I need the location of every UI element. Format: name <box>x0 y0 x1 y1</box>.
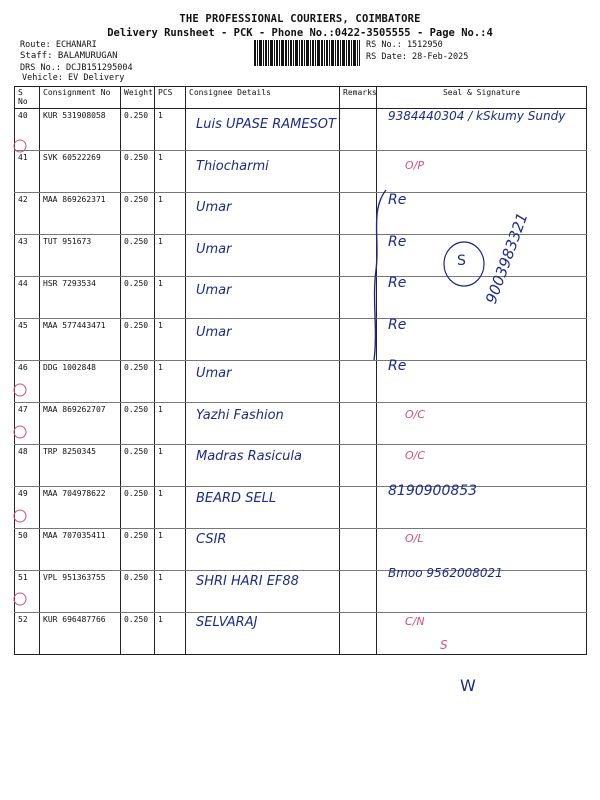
cell-consignment: VPL 951363755 <box>40 571 121 613</box>
cell-weight: 0.250 <box>121 571 155 613</box>
cell-consignment: HSR 7293534 <box>40 277 121 319</box>
handwritten-consignee: Umar <box>196 200 232 215</box>
handwritten-consignee: Yazhi Fashion <box>196 407 284 423</box>
drs-label: DRS No.: DCJB151295004 <box>20 63 133 73</box>
table-row <box>15 319 587 361</box>
handwritten-consignee: SHRI HARI EF88 <box>196 573 299 589</box>
cell-pcs: 1 <box>155 109 186 151</box>
cell-sno: 50 <box>15 529 40 571</box>
cell-weight: 0.250 <box>121 403 155 445</box>
handwritten-consignee: BEARD SELL <box>196 490 277 506</box>
cell-sno: 47 <box>15 403 40 445</box>
cell-remarks <box>340 277 377 319</box>
cell-signature <box>377 235 587 277</box>
handwritten-signature: Re <box>388 358 407 374</box>
vertical-phone-number: 9003983321 <box>482 210 532 307</box>
handwritten-signature: Re <box>388 316 407 333</box>
cell-pcs: 1 <box>155 319 186 361</box>
cell-sno: 42 <box>15 193 40 235</box>
handwritten-signature: Re <box>388 192 407 208</box>
cell-consignment: KUR 531908058 <box>40 109 121 151</box>
col-sno: S No <box>15 87 40 109</box>
handwritten-consignee: SELVARAJ <box>196 615 258 630</box>
cell-pcs: 1 <box>155 403 186 445</box>
cell-sno: 48 <box>15 445 40 487</box>
cell-remarks <box>340 445 377 487</box>
handwritten-consignee: Luis UPASE RAMESOT <box>196 117 336 132</box>
cell-remarks <box>340 571 377 613</box>
rs-number: RS No.: 1512950 <box>366 40 443 50</box>
cell-consignment: TUT 951673 <box>40 235 121 277</box>
cell-remarks <box>340 361 377 403</box>
cell-remarks <box>340 109 377 151</box>
vehicle-label: Vehicle: EV Delivery <box>22 73 125 83</box>
cell-pcs: 1 <box>155 235 186 277</box>
cell-consignment: MAA 869262707 <box>40 403 121 445</box>
cell-sno: 49 <box>15 487 40 529</box>
table-row <box>15 529 587 571</box>
handwritten-consignee: Umar <box>196 366 232 381</box>
table-row <box>15 613 587 655</box>
handwritten-consignee: Thiocharmi <box>196 158 269 174</box>
handwritten-signature: Re <box>388 233 407 250</box>
cell-sno: 46 <box>15 361 40 403</box>
table-row <box>15 487 587 529</box>
table-row <box>15 151 587 193</box>
bottom-red-mark: S <box>440 638 448 652</box>
cell-remarks <box>340 529 377 571</box>
handwritten-consignee: Umar <box>196 324 232 340</box>
table-row <box>15 361 587 403</box>
cell-weight: 0.250 <box>121 193 155 235</box>
cell-consignment: MAA 707035411 <box>40 529 121 571</box>
cell-remarks <box>340 151 377 193</box>
cell-pcs: 1 <box>155 193 186 235</box>
cell-pcs: 1 <box>155 361 186 403</box>
cell-pcs: 1 <box>155 487 186 529</box>
cell-pcs: 1 <box>155 277 186 319</box>
cell-weight: 0.250 <box>121 529 155 571</box>
cell-weight: 0.250 <box>121 235 155 277</box>
handwritten-signature: O/C <box>405 407 426 421</box>
handwritten-consignee: Umar <box>196 241 232 257</box>
col-signature: Seal & Signature <box>377 87 587 109</box>
cell-pcs: 1 <box>155 151 186 193</box>
cell-pcs: 1 <box>155 571 186 613</box>
cell-consignment: SVK 60522269 <box>40 151 121 193</box>
cell-signature <box>377 193 587 235</box>
col-consignee: Consignee Details <box>186 87 340 109</box>
cell-sno: 52 <box>15 613 40 655</box>
handwritten-consignee: Madras Rasicula <box>196 449 302 464</box>
cell-weight: 0.250 <box>121 319 155 361</box>
cell-consignment: TRP 8250345 <box>40 445 121 487</box>
table-row <box>15 193 587 235</box>
handwritten-signature: Re <box>388 275 407 291</box>
cell-weight: 0.250 <box>121 109 155 151</box>
cell-weight: 0.250 <box>121 277 155 319</box>
cell-weight: 0.250 <box>121 445 155 487</box>
barcode <box>254 40 360 66</box>
cell-remarks <box>340 235 377 277</box>
cell-remarks <box>340 487 377 529</box>
cell-remarks <box>340 319 377 361</box>
cell-sno: 44 <box>15 277 40 319</box>
handwritten-signature: Bmoo 9562008021 <box>388 565 503 580</box>
cell-consignment: KUR 696487766 <box>40 613 121 655</box>
cell-remarks <box>340 403 377 445</box>
cell-remarks <box>340 193 377 235</box>
col-remarks: Remarks <box>340 87 377 109</box>
table-header-row <box>15 87 587 109</box>
cell-pcs: 1 <box>155 613 186 655</box>
handwritten-consignee: Umar <box>196 283 232 298</box>
col-weight: Weight <box>121 87 155 109</box>
table-row <box>15 403 587 445</box>
col-consignment: Consignment No <box>40 87 121 109</box>
cell-signature <box>377 277 587 319</box>
company-title: THE PROFESSIONAL COURIERS, COIMBATORE <box>179 13 421 25</box>
cell-sno: 40 <box>15 109 40 151</box>
handwritten-signature: O/P <box>405 158 424 172</box>
runsheet-subtitle: Delivery Runsheet - PCK - Phone No.:0422-3505555 - Page No.:4 <box>107 27 493 39</box>
cell-weight: 0.250 <box>121 613 155 655</box>
cell-signature <box>377 151 587 193</box>
cell-consignment: MAA 869262371 <box>40 193 121 235</box>
handwritten-signature: O/L <box>405 532 424 545</box>
stamp-letter: S <box>457 253 466 269</box>
cell-sno: 43 <box>15 235 40 277</box>
cell-sno: 45 <box>15 319 40 361</box>
cell-remarks <box>340 613 377 655</box>
cell-sno: 51 <box>15 571 40 613</box>
cell-consignment: MAA 704978622 <box>40 487 121 529</box>
handwritten-signature: 8190900853 <box>388 482 478 499</box>
staff-label: Staff: BALAMURUGAN <box>20 51 118 61</box>
cell-sno: 41 <box>15 151 40 193</box>
handwritten-signature: C/N <box>405 615 425 628</box>
cell-consignment: DDG 1002848 <box>40 361 121 403</box>
route-label: Route: ECHANARI <box>20 40 97 50</box>
cell-signature <box>377 361 587 403</box>
cell-weight: 0.250 <box>121 151 155 193</box>
cell-weight: 0.250 <box>121 361 155 403</box>
handwritten-signature: O/C <box>405 449 426 462</box>
bottom-initial: W <box>460 676 476 695</box>
cell-pcs: 1 <box>155 529 186 571</box>
cell-pcs: 1 <box>155 445 186 487</box>
handwritten-signature: 9384440304 / kSkumy Sundy <box>388 109 566 123</box>
handwritten-consignee: CSIR <box>196 532 227 547</box>
col-pcs: PCS <box>155 87 186 109</box>
cell-consignment: MAA 577443471 <box>40 319 121 361</box>
cell-weight: 0.250 <box>121 487 155 529</box>
rs-date: RS Date: 28-Feb-2025 <box>366 52 469 62</box>
cell-signature <box>377 316 587 361</box>
